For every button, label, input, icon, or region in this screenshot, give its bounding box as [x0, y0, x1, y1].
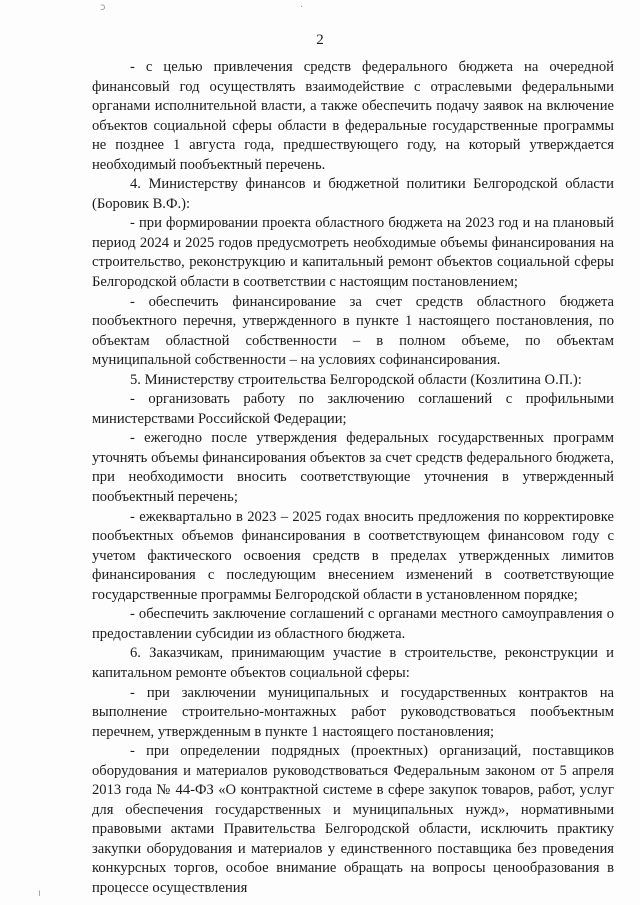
- paragraph: - обеспечить заключение соглашений с органами местного самоуправления о предоставлении субсидии из областного бюджета.: [92, 606, 614, 642]
- page-number: 2: [316, 32, 324, 48]
- paragraph: - с целью привлечения средств федерального бюджета на очередной финансовый год осуществлять взаимодействие с отраслевыми федеральными органами исполнительной власти, а также обеспечить подачу заявок на включение объектов социальной сферы области в федеральные государственные программы не позднее 1 августа года, предшествующего году, на который утверждается необходимый пообъектный перечень.: [92, 59, 614, 173]
- paragraph: 4. Министерству финансов и бюджетной политики Белгородской области (Боровик В.Ф.):: [92, 176, 614, 212]
- scan-artifact: ·: [300, 2, 304, 13]
- paragraph: - обеспечить финансирование за счет средств областного бюджета пообъектного перечня, утвержденного в пункте 1 настоящего постановления, по объектам областной собственности – в полном объеме, по объектам муниципальной собственности – на условиях софинансирования.: [92, 293, 614, 369]
- paragraph: - ежеквартально в 2023 – 2025 годах вносить предложения по корректировке пообъектных объемов финансирования в соответствующем финансовом году с учетом фактического освоения средств в пределах утвержденных лимитов финансирования с последующим внесением изменений в соответствующие государственные программы Белгородской области в установленном порядке;: [92, 508, 614, 603]
- document-body: [92, 58, 614, 899]
- paragraph: 6. Заказчикам, принимающим участие в строительстве, реконструкции и капитальном ремонте объектов социальной сферы:: [92, 645, 614, 681]
- paragraph: - ежегодно после утверждения федеральных государственных программ уточнять объемы финансирования объектов за счет средств федерального бюджета, при необходимости вносить соответствующие уточнения в утвержденный пообъектный перечень;: [92, 430, 614, 506]
- scan-artifact: ɔ: [100, 2, 106, 13]
- paragraph: - при формировании проекта областного бюджета на 2023 год и на плановый период 2024 и 2025 годов предусмотреть необходимые объемы финансирования на строительство, реконструкцию и капитальный ремонт объектов социальной сферы Белгородской области в соответствии с настоящим постановлением;: [92, 215, 614, 291]
- paragraph: - организовать работу по заключению соглашений с профильными министерствами Российской Федерации;: [92, 391, 614, 427]
- paragraph: 5. Министерству строительства Белгородской области (Козлитина О.П.):: [130, 371, 582, 388]
- paragraph: - при определении подрядных (проектных) организаций, поставщиков оборудования и материалов руководствоваться Федеральным законом от 5 апреля 2013 года № 44-ФЗ «О контрактной системе в сфере закупок товаров, работ, услуг для обеспечения государственных и муниципальных нужд», нормативными правовыми актами Правительства Белгородской области, исключить практику закупки оборудования и материалов у единственного поставщика без проведения конкурсных торгов, особое внимание обращать на вопросы ценообразования в процессе осуществления: [92, 743, 614, 896]
- scan-artifact: ı: [38, 888, 41, 899]
- paragraph: - при заключении муниципальных и государственных контрактов на выполнение строительно-монтажных работ руководствоваться пообъектным перечнем, утвержденным в пункте 1 настоящего постановления;: [92, 684, 614, 740]
